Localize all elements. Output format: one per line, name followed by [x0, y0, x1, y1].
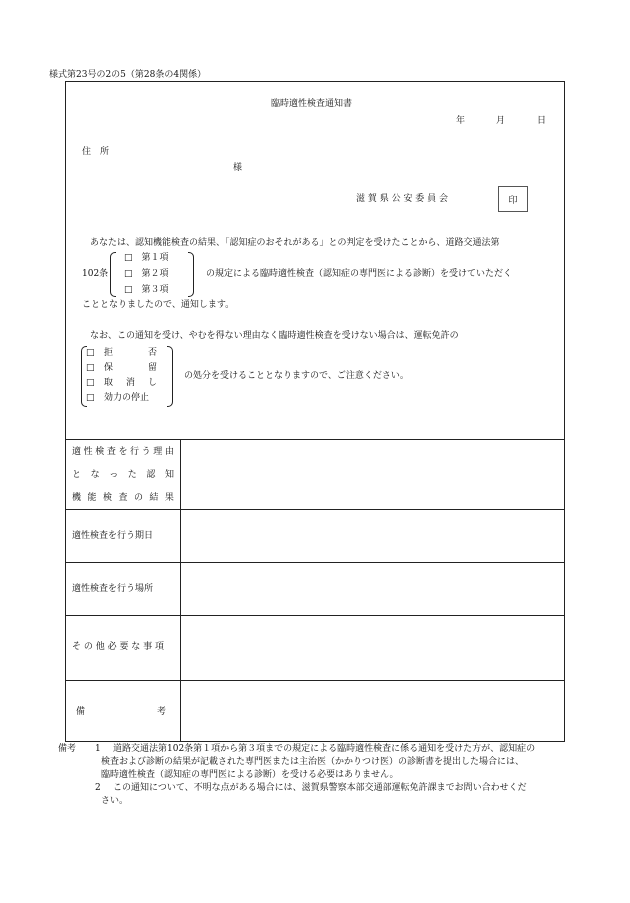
row-label-date: 適性検査を行う期日 [72, 531, 154, 541]
issuer-name: 滋 賀 県 公 安 委 員 会 [356, 194, 449, 204]
row-value-reason[interactable] [182, 440, 564, 508]
row-value-other[interactable] [182, 616, 564, 679]
address-label: 住 所 [82, 147, 110, 157]
remark-2-line2: さい。 [101, 796, 129, 806]
row-label-remarks: 備 考 [76, 707, 167, 717]
date-year: 年 [456, 116, 466, 126]
option-clause-1: □ 第１項 [124, 253, 169, 263]
honorific: 様 [233, 163, 243, 173]
option-clause-3: □ 第３項 [124, 285, 169, 295]
remark-2-line1: この通知について、不明な点がある場合には、滋賀県警察本部交通部運転免許課までお問い合わせくだ [113, 783, 527, 793]
row-value-place[interactable] [182, 563, 564, 614]
remark-1-line2: 検査および診断の結果が記載された専門医または主治医（かかりつけ医）の診断書を提出した場合には、 [101, 757, 525, 767]
paragraph1-line1: あなたは、認知機能検査の結果、「認知症のおそれがある」との判定を受けたことから、道路交通法第 [90, 238, 500, 248]
penalty-option-revocation: □ 取 消 し [86, 378, 158, 388]
row-value-date[interactable] [182, 510, 564, 561]
row-label-other: そ の 他 必 要 な 事 項 [72, 642, 165, 652]
row-label-place: 適性検査を行う場所 [72, 584, 154, 594]
notice-form [65, 81, 565, 742]
penalty-bracket-right [167, 346, 173, 407]
options-bracket-right [188, 252, 194, 297]
remarks-heading: 備考 [58, 744, 77, 754]
options-bracket-left [110, 252, 116, 297]
article-number: 102条 [82, 269, 109, 279]
penalty-option-suspension-pending: □ 保 留 [86, 363, 158, 373]
paragraph2-suffix: の処分を受けることとなりますので、ご注意ください。 [184, 371, 409, 381]
option-clause-2: □ 第２項 [124, 269, 169, 279]
remarks-section [58, 743, 578, 808]
penalty-option-refusal: □ 拒 否 [86, 348, 158, 358]
form-number: 様式第23号の2の5（第28条の4関係） [49, 70, 207, 80]
remark-number: 1 [95, 744, 101, 754]
remark-1-line3: 臨時適性検査（認知症の専門医による診断）を受ける必要はありません。 [101, 770, 399, 780]
date-month: 月 [496, 116, 506, 126]
remark-1-line1: 道路交通法第102条第１項から第３項までの規定による臨時適性検査に係る通知を受けた方が、認知症の [113, 744, 536, 754]
paragraph2-line1: なお、この通知を受け、やむを得ない理由なく臨時適性検査を受けない場合は、運転免許の [90, 331, 459, 341]
table-column-divider [180, 439, 181, 741]
row-value-remarks[interactable] [182, 681, 564, 739]
seal-box: 印 [498, 186, 528, 212]
penalty-option-suspension: □ 効力の停止 [86, 393, 150, 403]
paragraph1-line3: こととなりましたので、通知します。 [82, 300, 235, 310]
remark-number: 2 [95, 783, 101, 793]
row-label-reason: 適 性 検 査 を 行 う 理 由 と な っ た 認 知 機 能 検 査 の 結 果 [72, 447, 174, 503]
form-title: 臨時適性検査通知書 [271, 99, 353, 109]
date-day: 日 [537, 116, 547, 126]
paragraph1-line2: の規定による臨時適性検査（認知症の専門医による診断）を受けていただく [206, 269, 513, 279]
